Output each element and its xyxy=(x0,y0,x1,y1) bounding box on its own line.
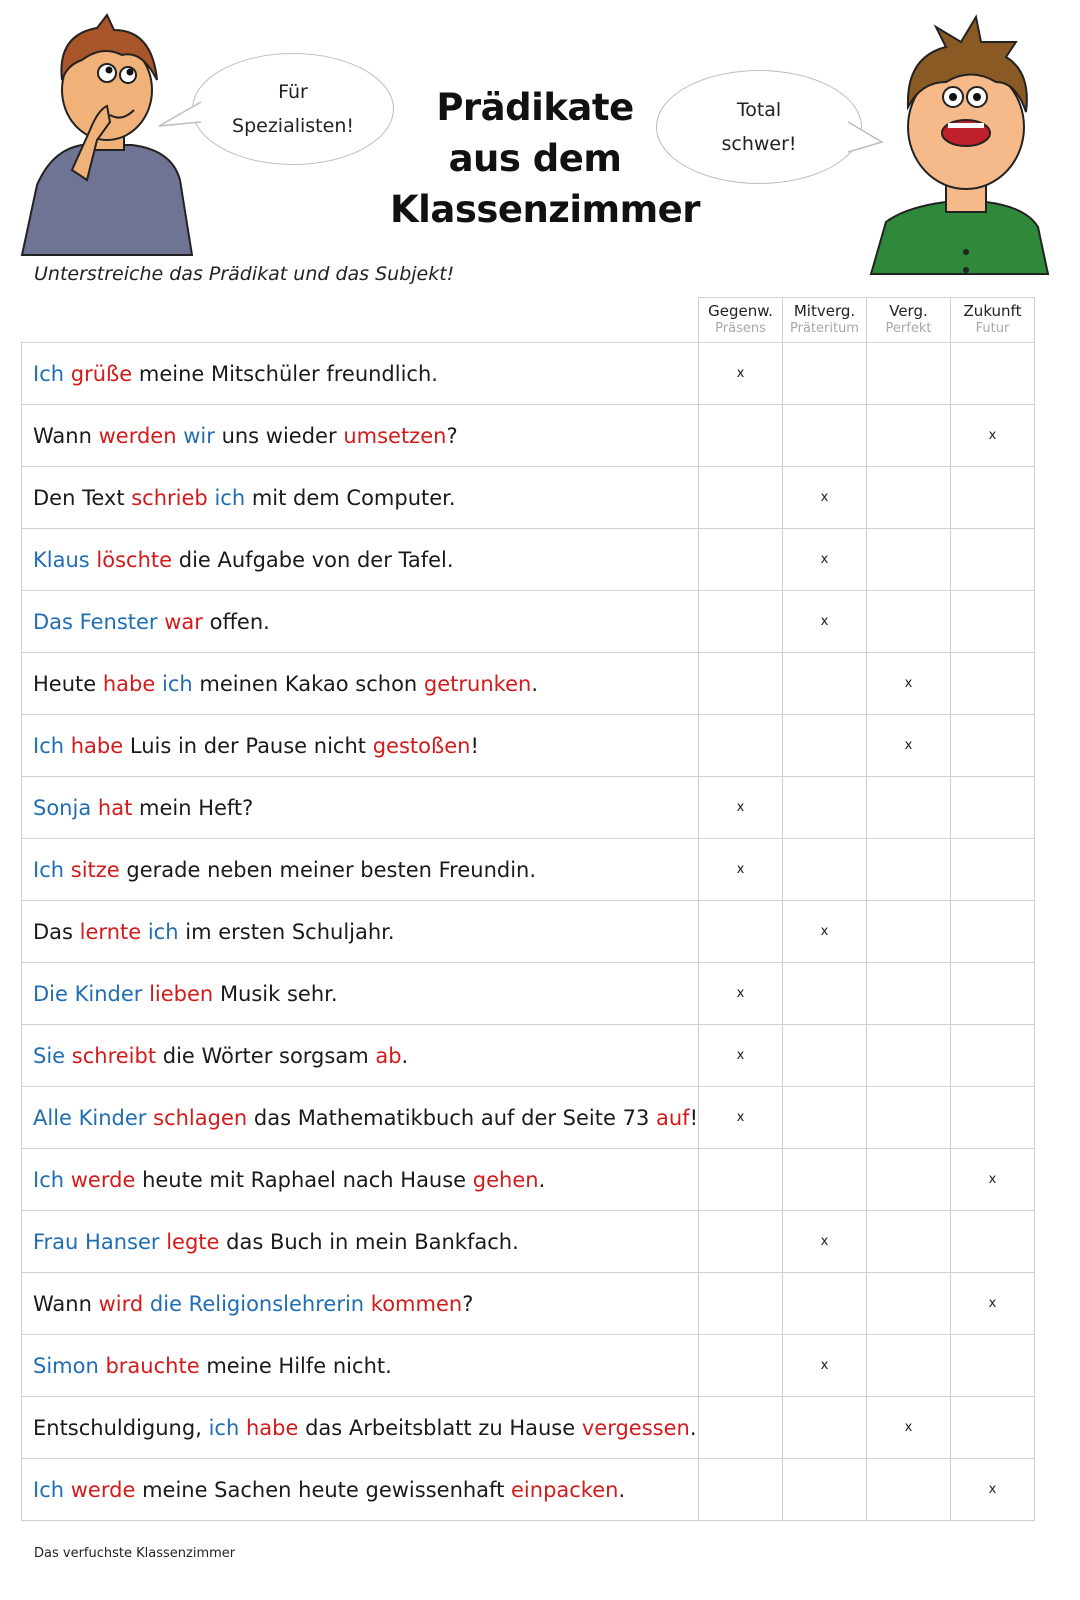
tense-mark-cell[interactable] xyxy=(783,1397,867,1459)
plain-text: meinen Kakao schon xyxy=(199,671,418,696)
table-row xyxy=(22,1459,1035,1521)
tense-mark-cell[interactable] xyxy=(867,839,951,901)
sentence-cell xyxy=(22,591,699,653)
column-label: Verg. xyxy=(889,302,928,320)
tense-mark-cell[interactable] xyxy=(783,1273,867,1335)
tense-mark-cell[interactable] xyxy=(951,1211,1035,1273)
shocked-boy-illustration xyxy=(866,12,1051,277)
tense-mark-cell[interactable] xyxy=(867,1459,951,1521)
tense-mark-cell[interactable] xyxy=(783,1087,867,1149)
tense-mark-cell[interactable] xyxy=(867,591,951,653)
predicate-word: gehen xyxy=(472,1167,539,1192)
tense-mark-cell[interactable] xyxy=(867,405,951,467)
sentence-cell xyxy=(22,1273,699,1335)
tense-mark-cell[interactable] xyxy=(867,1273,951,1335)
plain-text: Luis in der Pause nicht xyxy=(129,733,367,758)
predicate-word: wird xyxy=(98,1291,144,1316)
tense-mark-cell[interactable]: x xyxy=(951,1149,1035,1211)
subject-word: ich xyxy=(162,671,193,696)
subject-word: Frau Hanser xyxy=(33,1229,160,1254)
tense-mark-cell[interactable] xyxy=(783,405,867,467)
subject-word: ich xyxy=(214,485,246,510)
subject-word: Klaus xyxy=(33,547,90,572)
plain-text: die Aufgabe von der Tafel. xyxy=(178,547,454,572)
table-row xyxy=(22,777,1035,839)
subject-word: die Religionslehrerin xyxy=(149,1291,365,1316)
plain-text: das Buch in mein Bankfach. xyxy=(226,1229,519,1254)
tense-mark-cell[interactable] xyxy=(783,1459,867,1521)
tense-mark-cell[interactable] xyxy=(951,591,1035,653)
tense-mark-cell[interactable]: x xyxy=(783,591,867,653)
tense-mark-cell[interactable]: x xyxy=(699,963,783,1025)
tense-mark-cell[interactable] xyxy=(867,963,951,1025)
sentence-cell xyxy=(22,467,699,529)
predicate-word: brauchte xyxy=(105,1353,200,1378)
tense-mark-cell[interactable] xyxy=(699,653,783,715)
sentence-cell xyxy=(22,1211,699,1273)
tense-mark-cell[interactable] xyxy=(867,1335,951,1397)
tense-mark-cell[interactable] xyxy=(699,1335,783,1397)
tense-mark-cell[interactable] xyxy=(951,1087,1035,1149)
tense-mark-cell[interactable] xyxy=(867,1149,951,1211)
sentence-cell xyxy=(22,839,699,901)
column-sublabel: Futur xyxy=(975,321,1010,336)
sentence-cell xyxy=(22,653,699,715)
title-line-1: Prädikate xyxy=(436,86,634,129)
column-header-futur xyxy=(951,298,1035,343)
tense-mark-cell[interactable] xyxy=(699,1397,783,1459)
predicate-word: sitze xyxy=(70,857,120,882)
column-label: Gegenw. xyxy=(708,302,773,320)
predicate-word: werde xyxy=(70,1167,136,1192)
subject-word: Sie xyxy=(33,1043,66,1068)
tense-mark-cell[interactable] xyxy=(951,343,1035,405)
plain-text: im ersten Schuljahr. xyxy=(185,919,395,944)
header-blank-cell xyxy=(22,298,699,343)
table-row xyxy=(22,1273,1035,1335)
tense-mark-cell[interactable] xyxy=(951,653,1035,715)
plain-text: . xyxy=(618,1477,626,1502)
table-row xyxy=(22,1397,1035,1459)
tense-mark-cell[interactable]: x xyxy=(783,1335,867,1397)
predicate-word: auf xyxy=(656,1105,690,1130)
plain-text: heute mit Raphael nach Hause xyxy=(142,1167,467,1192)
plain-text: uns wieder xyxy=(221,423,337,448)
tense-mark-cell[interactable] xyxy=(783,715,867,777)
tense-mark-cell[interactable] xyxy=(699,1273,783,1335)
table-row xyxy=(22,1087,1035,1149)
tense-mark-cell[interactable] xyxy=(951,529,1035,591)
table-row xyxy=(22,467,1035,529)
table-row xyxy=(22,1211,1035,1273)
predicate-word: habe xyxy=(245,1415,299,1440)
tense-mark-cell[interactable] xyxy=(951,467,1035,529)
subject-word: Das Fenster xyxy=(33,609,158,634)
tense-exercise-table xyxy=(21,297,1035,1521)
plain-text: mein Heft? xyxy=(139,795,254,820)
tense-mark-cell[interactable] xyxy=(951,1397,1035,1459)
tense-mark-cell[interactable] xyxy=(951,963,1035,1025)
predicate-word: einpacken xyxy=(511,1477,619,1502)
subject-word: Ich xyxy=(33,1477,65,1502)
plain-text: Entschuldigung, xyxy=(33,1415,202,1440)
sentence-cell xyxy=(22,1025,699,1087)
instruction-text: Unterstreiche das Prädikat und das Subjekt! xyxy=(34,263,455,285)
plain-text: . xyxy=(689,1415,697,1440)
predicate-word: habe xyxy=(70,733,124,758)
bubble-right-line-1: Total xyxy=(736,99,782,121)
tense-mark-cell[interactable]: x xyxy=(699,839,783,901)
plain-text: ? xyxy=(446,423,458,448)
predicate-word: werden xyxy=(98,423,177,448)
tense-mark-cell[interactable] xyxy=(867,777,951,839)
plain-text: gerade neben meiner besten Freundin. xyxy=(126,857,537,882)
table-row xyxy=(22,1149,1035,1211)
sentence-cell xyxy=(22,343,699,405)
plain-text: offen. xyxy=(209,609,270,634)
column-header-perfekt xyxy=(867,298,951,343)
tense-mark-cell[interactable] xyxy=(951,777,1035,839)
plain-text: das Mathematikbuch auf der Seite 73 xyxy=(253,1105,650,1130)
table-row xyxy=(22,715,1035,777)
plain-text: . xyxy=(531,671,538,696)
table-row xyxy=(22,839,1035,901)
plain-text: ! xyxy=(470,733,479,758)
table-row xyxy=(22,405,1035,467)
tense-mark-cell[interactable]: x xyxy=(699,1087,783,1149)
sentence-cell xyxy=(22,715,699,777)
page-title xyxy=(390,82,700,235)
predicate-word: legte xyxy=(166,1229,220,1254)
tense-mark-cell[interactable] xyxy=(951,715,1035,777)
sentence-cell xyxy=(22,529,699,591)
plain-text: Den Text xyxy=(33,485,125,510)
table-body xyxy=(22,343,1035,1521)
tense-mark-cell[interactable]: x xyxy=(951,405,1035,467)
tense-mark-cell[interactable]: x xyxy=(867,1397,951,1459)
plain-text: die Wörter sorgsam xyxy=(162,1043,369,1068)
tense-mark-cell[interactable] xyxy=(699,901,783,963)
predicate-word: löschte xyxy=(96,547,173,572)
subject-word: wir xyxy=(183,423,215,448)
tense-mark-cell[interactable] xyxy=(783,343,867,405)
tense-mark-cell[interactable] xyxy=(699,1211,783,1273)
predicate-word: hat xyxy=(97,795,133,820)
speech-bubble-left-tail xyxy=(157,100,203,136)
tense-mark-cell[interactable]: x xyxy=(951,1273,1035,1335)
subject-word: Ich xyxy=(33,361,65,386)
bubble-left-line-2: Spezialisten! xyxy=(232,115,354,137)
sentence-cell xyxy=(22,1459,699,1521)
tense-mark-cell[interactable] xyxy=(867,1087,951,1149)
predicate-word: war xyxy=(164,609,203,634)
subject-word: Ich xyxy=(33,733,65,758)
subject-word: Ich xyxy=(33,1167,65,1192)
tense-mark-cell[interactable] xyxy=(699,1459,783,1521)
sentence-cell xyxy=(22,1087,699,1149)
tense-mark-cell[interactable] xyxy=(951,901,1035,963)
predicate-word: lernte xyxy=(79,919,142,944)
predicate-word: schlagen xyxy=(153,1105,248,1130)
tense-mark-cell[interactable] xyxy=(783,653,867,715)
tense-mark-cell[interactable]: x xyxy=(867,715,951,777)
tense-mark-cell[interactable]: x xyxy=(783,529,867,591)
column-label: Zukunft xyxy=(963,302,1022,320)
plain-text: ! xyxy=(689,1105,698,1130)
subject-word: Alle Kinder xyxy=(33,1105,147,1130)
table-row xyxy=(22,529,1035,591)
table-row xyxy=(22,1335,1035,1397)
predicate-word: grüße xyxy=(70,361,133,386)
plain-text: meine Hilfe nicht. xyxy=(206,1353,392,1378)
predicate-word: schrieb xyxy=(131,485,208,510)
tense-mark-cell[interactable] xyxy=(783,1149,867,1211)
sentence-cell xyxy=(22,405,699,467)
column-sublabel: Präsens xyxy=(715,321,766,336)
table-row xyxy=(22,343,1035,405)
tense-mark-cell[interactable] xyxy=(951,1335,1035,1397)
tense-mark-cell[interactable] xyxy=(783,1025,867,1087)
plain-text: Heute xyxy=(33,671,97,696)
tense-mark-cell[interactable]: x xyxy=(783,901,867,963)
tense-mark-cell[interactable]: x xyxy=(867,653,951,715)
tense-mark-cell[interactable] xyxy=(783,963,867,1025)
subject-word: Ich xyxy=(33,857,65,882)
column-label: Mitverg. xyxy=(793,302,856,320)
predicate-word: ab xyxy=(375,1043,402,1068)
predicate-word: getrunken xyxy=(423,671,532,696)
plain-text: . xyxy=(401,1043,409,1068)
plain-text: mit dem Computer. xyxy=(251,485,456,510)
title-line-2: aus dem xyxy=(448,137,622,180)
tense-mark-cell[interactable] xyxy=(699,591,783,653)
tense-mark-cell[interactable]: x xyxy=(699,343,783,405)
subject-word: ich xyxy=(208,1415,240,1440)
table-row xyxy=(22,901,1035,963)
sentence-cell xyxy=(22,1397,699,1459)
predicate-word: kommen xyxy=(370,1291,463,1316)
table-row xyxy=(22,1025,1035,1087)
tense-mark-cell[interactable] xyxy=(951,1025,1035,1087)
sentence-cell xyxy=(22,1149,699,1211)
bubble-left-line-1: Für xyxy=(278,81,308,103)
predicate-word: schreibt xyxy=(71,1043,157,1068)
sentence-cell xyxy=(22,963,699,1025)
tense-mark-cell[interactable]: x xyxy=(699,777,783,839)
plain-text: Wann xyxy=(33,1291,92,1316)
tense-mark-cell[interactable] xyxy=(867,1211,951,1273)
tense-mark-cell[interactable] xyxy=(699,405,783,467)
subject-word: Die Kinder xyxy=(33,981,143,1006)
tense-mark-cell[interactable] xyxy=(951,839,1035,901)
plain-text: . xyxy=(538,1167,546,1192)
column-sublabel: Präteritum xyxy=(790,321,859,336)
footer-credit: Das verfuchste Klassenzimmer xyxy=(34,1546,236,1561)
tense-mark-cell[interactable] xyxy=(699,529,783,591)
plain-text: meine Sachen heute gewissenhaft xyxy=(142,1477,505,1502)
tense-mark-cell[interactable] xyxy=(783,839,867,901)
predicate-word: habe xyxy=(102,671,156,696)
column-header-praesens xyxy=(699,298,783,343)
tense-mark-cell[interactable]: x xyxy=(783,467,867,529)
tense-mark-cell[interactable] xyxy=(783,777,867,839)
predicate-word: umsetzen xyxy=(343,423,447,448)
table-row xyxy=(22,591,1035,653)
subject-word: Simon xyxy=(33,1353,99,1378)
tense-mark-cell[interactable] xyxy=(867,467,951,529)
column-header-praeteritum xyxy=(783,298,867,343)
predicate-word: vergessen xyxy=(581,1415,690,1440)
tense-mark-cell[interactable] xyxy=(867,901,951,963)
tense-mark-cell[interactable]: x xyxy=(783,1211,867,1273)
sentence-cell xyxy=(22,1335,699,1397)
sentence-cell xyxy=(22,777,699,839)
table-header-row xyxy=(22,298,1035,343)
plain-text: Wann xyxy=(33,423,92,448)
speech-bubble-left xyxy=(192,53,394,165)
tense-mark-cell[interactable]: x xyxy=(951,1459,1035,1521)
tense-mark-cell[interactable] xyxy=(867,529,951,591)
plain-text: Musik sehr. xyxy=(219,981,338,1006)
title-line-3: Klassenzimmer xyxy=(390,188,700,231)
tense-mark-cell[interactable] xyxy=(699,1149,783,1211)
tense-mark-cell[interactable] xyxy=(699,467,783,529)
bubble-right-line-2: schwer! xyxy=(721,133,797,155)
tense-mark-cell[interactable]: x xyxy=(699,1025,783,1087)
speech-bubble-right xyxy=(656,70,862,184)
plain-text: Das xyxy=(33,919,73,944)
predicate-word: werde xyxy=(70,1477,136,1502)
predicate-word: gestoßen xyxy=(372,733,471,758)
plain-text: ? xyxy=(462,1291,474,1316)
subject-word: ich xyxy=(147,919,179,944)
tense-mark-cell[interactable] xyxy=(699,715,783,777)
sentence-cell xyxy=(22,901,699,963)
plain-text: meine Mitschüler freundlich. xyxy=(138,361,438,386)
column-sublabel: Perfekt xyxy=(885,321,932,336)
tense-mark-cell[interactable] xyxy=(867,1025,951,1087)
table-row xyxy=(22,963,1035,1025)
tense-mark-cell[interactable] xyxy=(867,343,951,405)
subject-word: Sonja xyxy=(33,795,92,820)
predicate-word: lieben xyxy=(149,981,214,1006)
plain-text: das Arbeitsblatt zu Hause xyxy=(305,1415,576,1440)
table-row xyxy=(22,653,1035,715)
